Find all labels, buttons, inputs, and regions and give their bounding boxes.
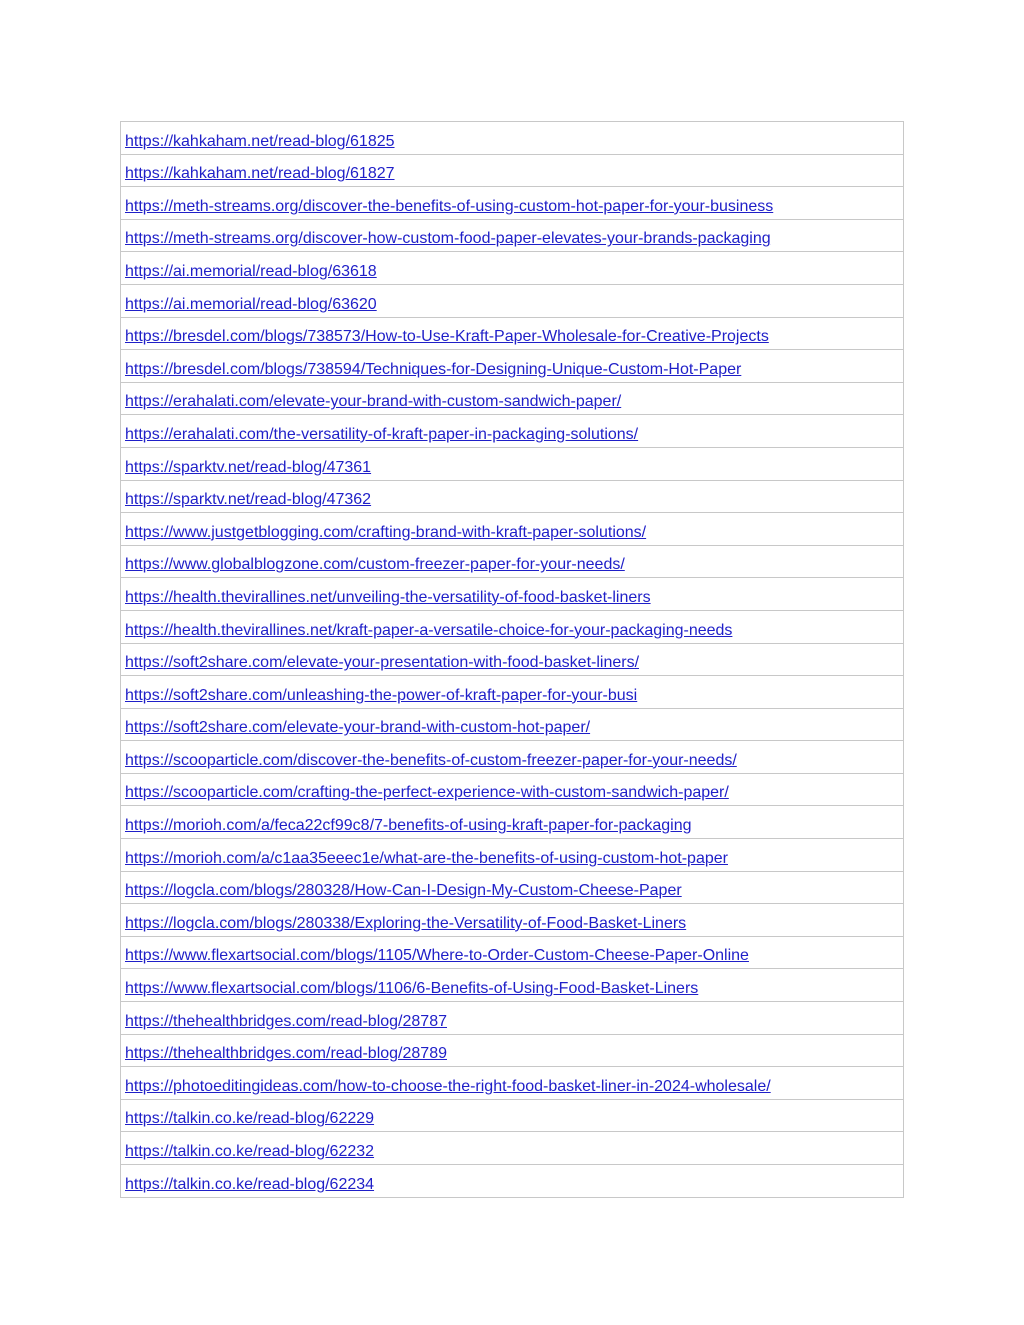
link[interactable]: https://logcla.com/blogs/280328/How-Can-I-Design-My-Custom-Cheese-Paper — [125, 882, 682, 900]
link[interactable]: https://bresdel.com/blogs/738573/How-to-Use-Kraft-Paper-Wholesale-for-Creative-Projects — [125, 328, 769, 346]
table-row — [121, 708, 904, 741]
table-row — [121, 643, 904, 676]
table-cell — [121, 284, 904, 317]
table-cell — [121, 969, 904, 1002]
table-cell — [121, 252, 904, 285]
link[interactable]: https://morioh.com/a/c1aa35eeec1e/what-are-the-benefits-of-using-custom-hot-paper — [125, 849, 728, 867]
table-cell — [121, 806, 904, 839]
table-row — [121, 447, 904, 480]
table-cell — [121, 382, 904, 415]
link[interactable]: https://talkin.co.ke/read-blog/62232 — [125, 1143, 375, 1160]
table-cell — [121, 578, 904, 611]
table-cell — [121, 122, 904, 155]
table-cell — [121, 219, 904, 252]
link[interactable]: https://sparktv.net/read-blog/47362 — [125, 491, 372, 509]
link[interactable]: https://health.thevirallines.net/unveiling-the-versatility-of-food-basket-liners — [125, 588, 651, 606]
table-cell — [121, 1034, 904, 1067]
link[interactable]: https://scooparticle.com/discover-the-benefits-of-custom-freezer-paper-for-your-needs/ — [125, 751, 737, 769]
link[interactable]: https://erahalati.com/elevate-your-brand-with-custom-sandwich-paper/ — [125, 393, 622, 411]
table-cell — [121, 610, 904, 643]
table-cell — [121, 936, 904, 969]
link[interactable]: https://morioh.com/a/feca22cf99c8/7-benefits-of-using-kraft-paper-for-packaging — [125, 817, 692, 835]
link[interactable]: https://logcla.com/blogs/280338/Exploring-the-Versatility-of-Food-Basket-Liners — [125, 914, 687, 932]
link[interactable]: https://ai.memorial/read-blog/63620 — [125, 295, 377, 313]
link[interactable]: https://bresdel.com/blogs/738594/Techniques-for-Designing-Unique-Custom-Hot-Paper — [125, 360, 742, 378]
link[interactable]: https://thehealthbridges.com/read-blog/28787 — [125, 1012, 447, 1030]
link[interactable]: https://talkin.co.ke/read-blog/62229 — [125, 1110, 375, 1128]
table-row — [121, 154, 904, 187]
link[interactable]: https://soft2share.com/elevate-your-brand-with-custom-hot-paper/ — [125, 719, 591, 737]
table-row — [121, 545, 904, 578]
table-row — [121, 122, 904, 155]
table-row — [121, 741, 904, 774]
table-cell — [121, 545, 904, 578]
link[interactable]: https://thehealthbridges.com/read-blog/28789 — [125, 1045, 447, 1063]
link[interactable]: https://kahkaham.net/read-blog/61825 — [125, 132, 395, 150]
table-row — [121, 806, 904, 839]
link[interactable]: https://soft2share.com/unleashing-the-power-of-kraft-paper-for-your-busi — [125, 686, 638, 704]
link[interactable]: https://meth-streams.org/discover-the-benefits-of-using-custom-hot-paper-for-your-business — [125, 197, 774, 215]
table-cell — [121, 741, 904, 774]
table-row — [121, 904, 904, 937]
table-row — [121, 1067, 904, 1100]
table-row — [121, 936, 904, 969]
table-cell — [121, 904, 904, 937]
link[interactable]: https://erahalati.com/the-versatility-of-kraft-paper-in-packaging-solutions/ — [125, 425, 639, 443]
link[interactable]: https://soft2share.com/elevate-your-presentation-with-food-basket-liners/ — [125, 654, 640, 672]
link-table — [120, 121, 904, 1198]
link[interactable]: https://meth-streams.org/discover-how-custom-food-paper-elevates-your-brands-packaging — [125, 230, 771, 248]
table-cell — [121, 773, 904, 806]
table-cell — [121, 1165, 904, 1198]
table-cell — [121, 447, 904, 480]
table-row — [121, 676, 904, 709]
table-row — [121, 219, 904, 252]
table-row — [121, 1099, 904, 1132]
link[interactable]: https://talkin.co.ke/read-blog/62234 — [125, 1175, 375, 1193]
link[interactable]: https://www.justgetblogging.com/crafting-brand-with-kraft-paper-solutions/ — [125, 523, 647, 541]
link[interactable]: https://photoeditingideas.com/how-to-choose-the-right-food-basket-liner-in-2024-wholesale/ — [125, 1077, 771, 1095]
link[interactable]: https://health.thevirallines.net/kraft-paper-a-versatile-choice-for-your-packaging-needs — [125, 621, 733, 639]
table-row — [121, 1002, 904, 1035]
link[interactable]: https://scooparticle.com/crafting-the-perfect-experience-with-custom-sandwich-paper/ — [125, 784, 729, 802]
table-cell — [121, 415, 904, 448]
table-cell — [121, 708, 904, 741]
table-row — [121, 969, 904, 1002]
link[interactable]: https://www.flexartsocial.com/blogs/1106/6-Benefits-of-Using-Food-Basket-Liners — [125, 980, 699, 998]
link[interactable]: https://www.globalblogzone.com/custom-freezer-paper-for-your-needs/ — [125, 556, 625, 574]
table-cell — [121, 839, 904, 872]
table-cell — [121, 643, 904, 676]
table-row — [121, 350, 904, 383]
link[interactable]: https://ai.memorial/read-blog/63618 — [125, 262, 377, 280]
table-cell — [121, 1099, 904, 1132]
table-cell — [121, 187, 904, 220]
link[interactable]: https://www.flexartsocial.com/blogs/1105/Where-to-Order-Custom-Cheese-Paper-Online — [125, 947, 749, 965]
table-row — [121, 317, 904, 350]
table-row — [121, 578, 904, 611]
table-row — [121, 610, 904, 643]
table-row — [121, 839, 904, 872]
table-cell — [121, 1067, 904, 1100]
table-cell — [121, 480, 904, 513]
table-row — [121, 1165, 904, 1198]
table-cell — [121, 1002, 904, 1035]
link[interactable]: https://sparktv.net/read-blog/47361 — [125, 458, 372, 476]
table-row — [121, 415, 904, 448]
table-row — [121, 187, 904, 220]
table-row — [121, 1034, 904, 1067]
table-row — [121, 1132, 904, 1165]
table-row — [121, 284, 904, 317]
table-cell — [121, 317, 904, 350]
table-cell — [121, 350, 904, 383]
table-cell — [121, 154, 904, 187]
table-row — [121, 480, 904, 513]
link[interactable]: https://kahkaham.net/read-blog/61827 — [125, 165, 395, 183]
table-cell — [121, 1132, 904, 1165]
table-row — [121, 773, 904, 806]
table-row — [121, 871, 904, 904]
table-cell — [121, 676, 904, 709]
table-row — [121, 252, 904, 285]
table-cell — [121, 513, 904, 546]
table-cell — [121, 871, 904, 904]
table-row — [121, 513, 904, 546]
table-row — [121, 382, 904, 415]
